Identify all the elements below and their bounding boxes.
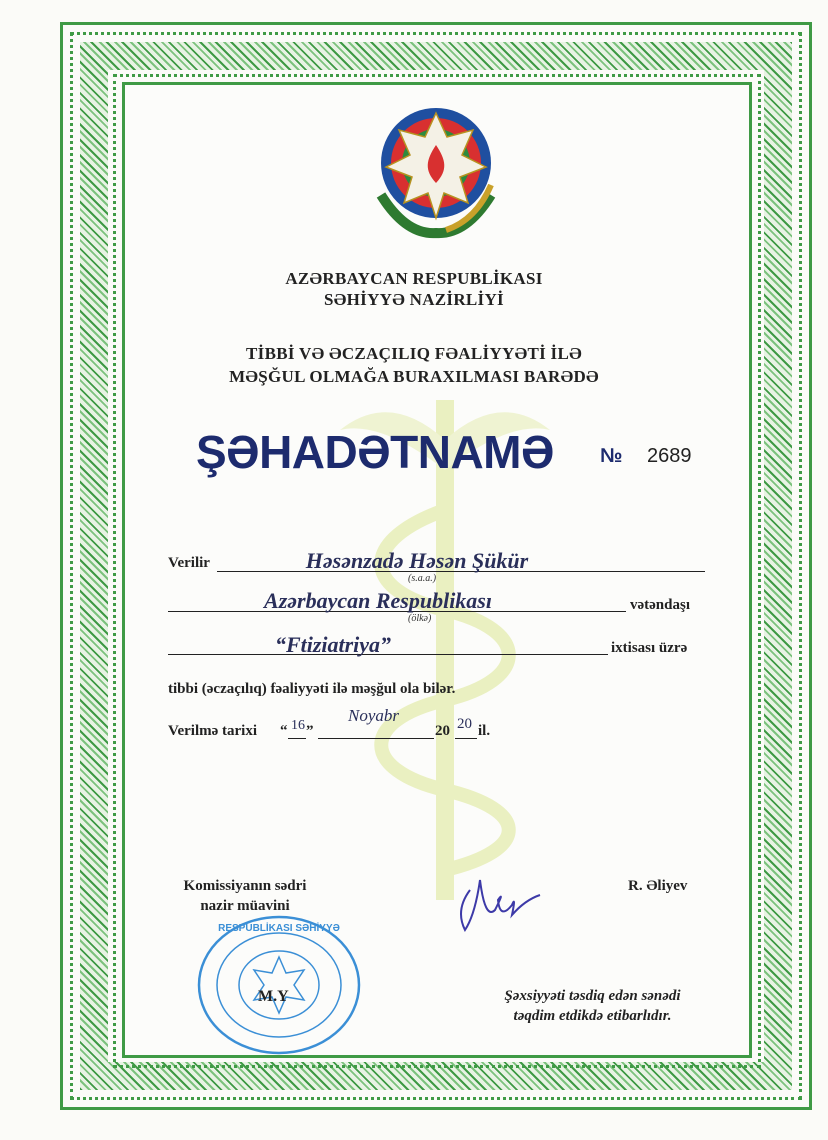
- month-underline: [318, 738, 434, 739]
- holder-country: Azərbaycan Respublikası: [264, 588, 492, 613]
- header-line-1: AZƏRBAYCAN RESPUBLİKASI: [285, 269, 543, 288]
- validity-note-line-2: təqdim etdikdə etibarlıdır.: [513, 1008, 672, 1024]
- year-unit: il.: [478, 723, 491, 739]
- signatory-title-2: nazir müavini: [200, 898, 290, 914]
- issued-label: Verilir: [168, 555, 210, 571]
- statement: tibbi (əczaçılıq) fəaliyyəti ilə məşğul ola bilər.: [168, 681, 456, 697]
- name-hint: (s.a.a.): [408, 573, 437, 584]
- signatory-title-1: Komissiyanın sədri: [183, 878, 307, 894]
- official-stamp: [196, 915, 362, 1055]
- date-day: 16: [291, 718, 305, 733]
- certificate-number: 2689: [647, 445, 692, 467]
- date-month: Noyabr: [348, 706, 399, 725]
- coat-of-arms-emblem: [376, 105, 496, 240]
- stamp-mark: M.Y: [258, 988, 289, 1005]
- year-prefix: 20: [435, 723, 450, 739]
- specialty-label: ixtisası üzrə: [611, 640, 688, 656]
- day-underline: [288, 738, 306, 739]
- year-suffix: 20: [457, 716, 472, 732]
- date-label: Verilmə tarixi: [168, 723, 257, 739]
- handwritten-signature: [450, 870, 550, 940]
- date-open-quote: “: [280, 723, 288, 739]
- subtitle-line-2: MƏŞĞUL OLMAĞA BURAXILMASI BARƏDƏ: [229, 367, 599, 386]
- header-line-2: SƏHİYYƏ NAZİRLİYİ: [324, 290, 504, 309]
- country-hint: (ölkə): [408, 613, 432, 624]
- stamp-text: RESPUBLİKASI SƏHİYYƏ: [218, 923, 340, 934]
- citizen-label: vətəndaşı: [630, 597, 690, 613]
- certificate-title: ŞƏHADƏTNAMƏ: [196, 426, 554, 478]
- validity-note-line-1: Şəxsiyyəti təsdiq edən sənədi: [504, 988, 681, 1004]
- signatory-name: R. Əliyev: [628, 878, 688, 894]
- number-label: №: [600, 445, 623, 467]
- subtitle-line-1: TİBBİ VƏ ƏCZAÇILIQ FƏALİYYƏTİ İLƏ: [246, 344, 582, 363]
- specialty: “Ftiziatriya”: [274, 632, 392, 657]
- year-underline: [455, 738, 477, 739]
- date-close-quote: ”: [306, 723, 314, 739]
- holder-name: Həsənzadə Həsən Şükür: [305, 548, 529, 573]
